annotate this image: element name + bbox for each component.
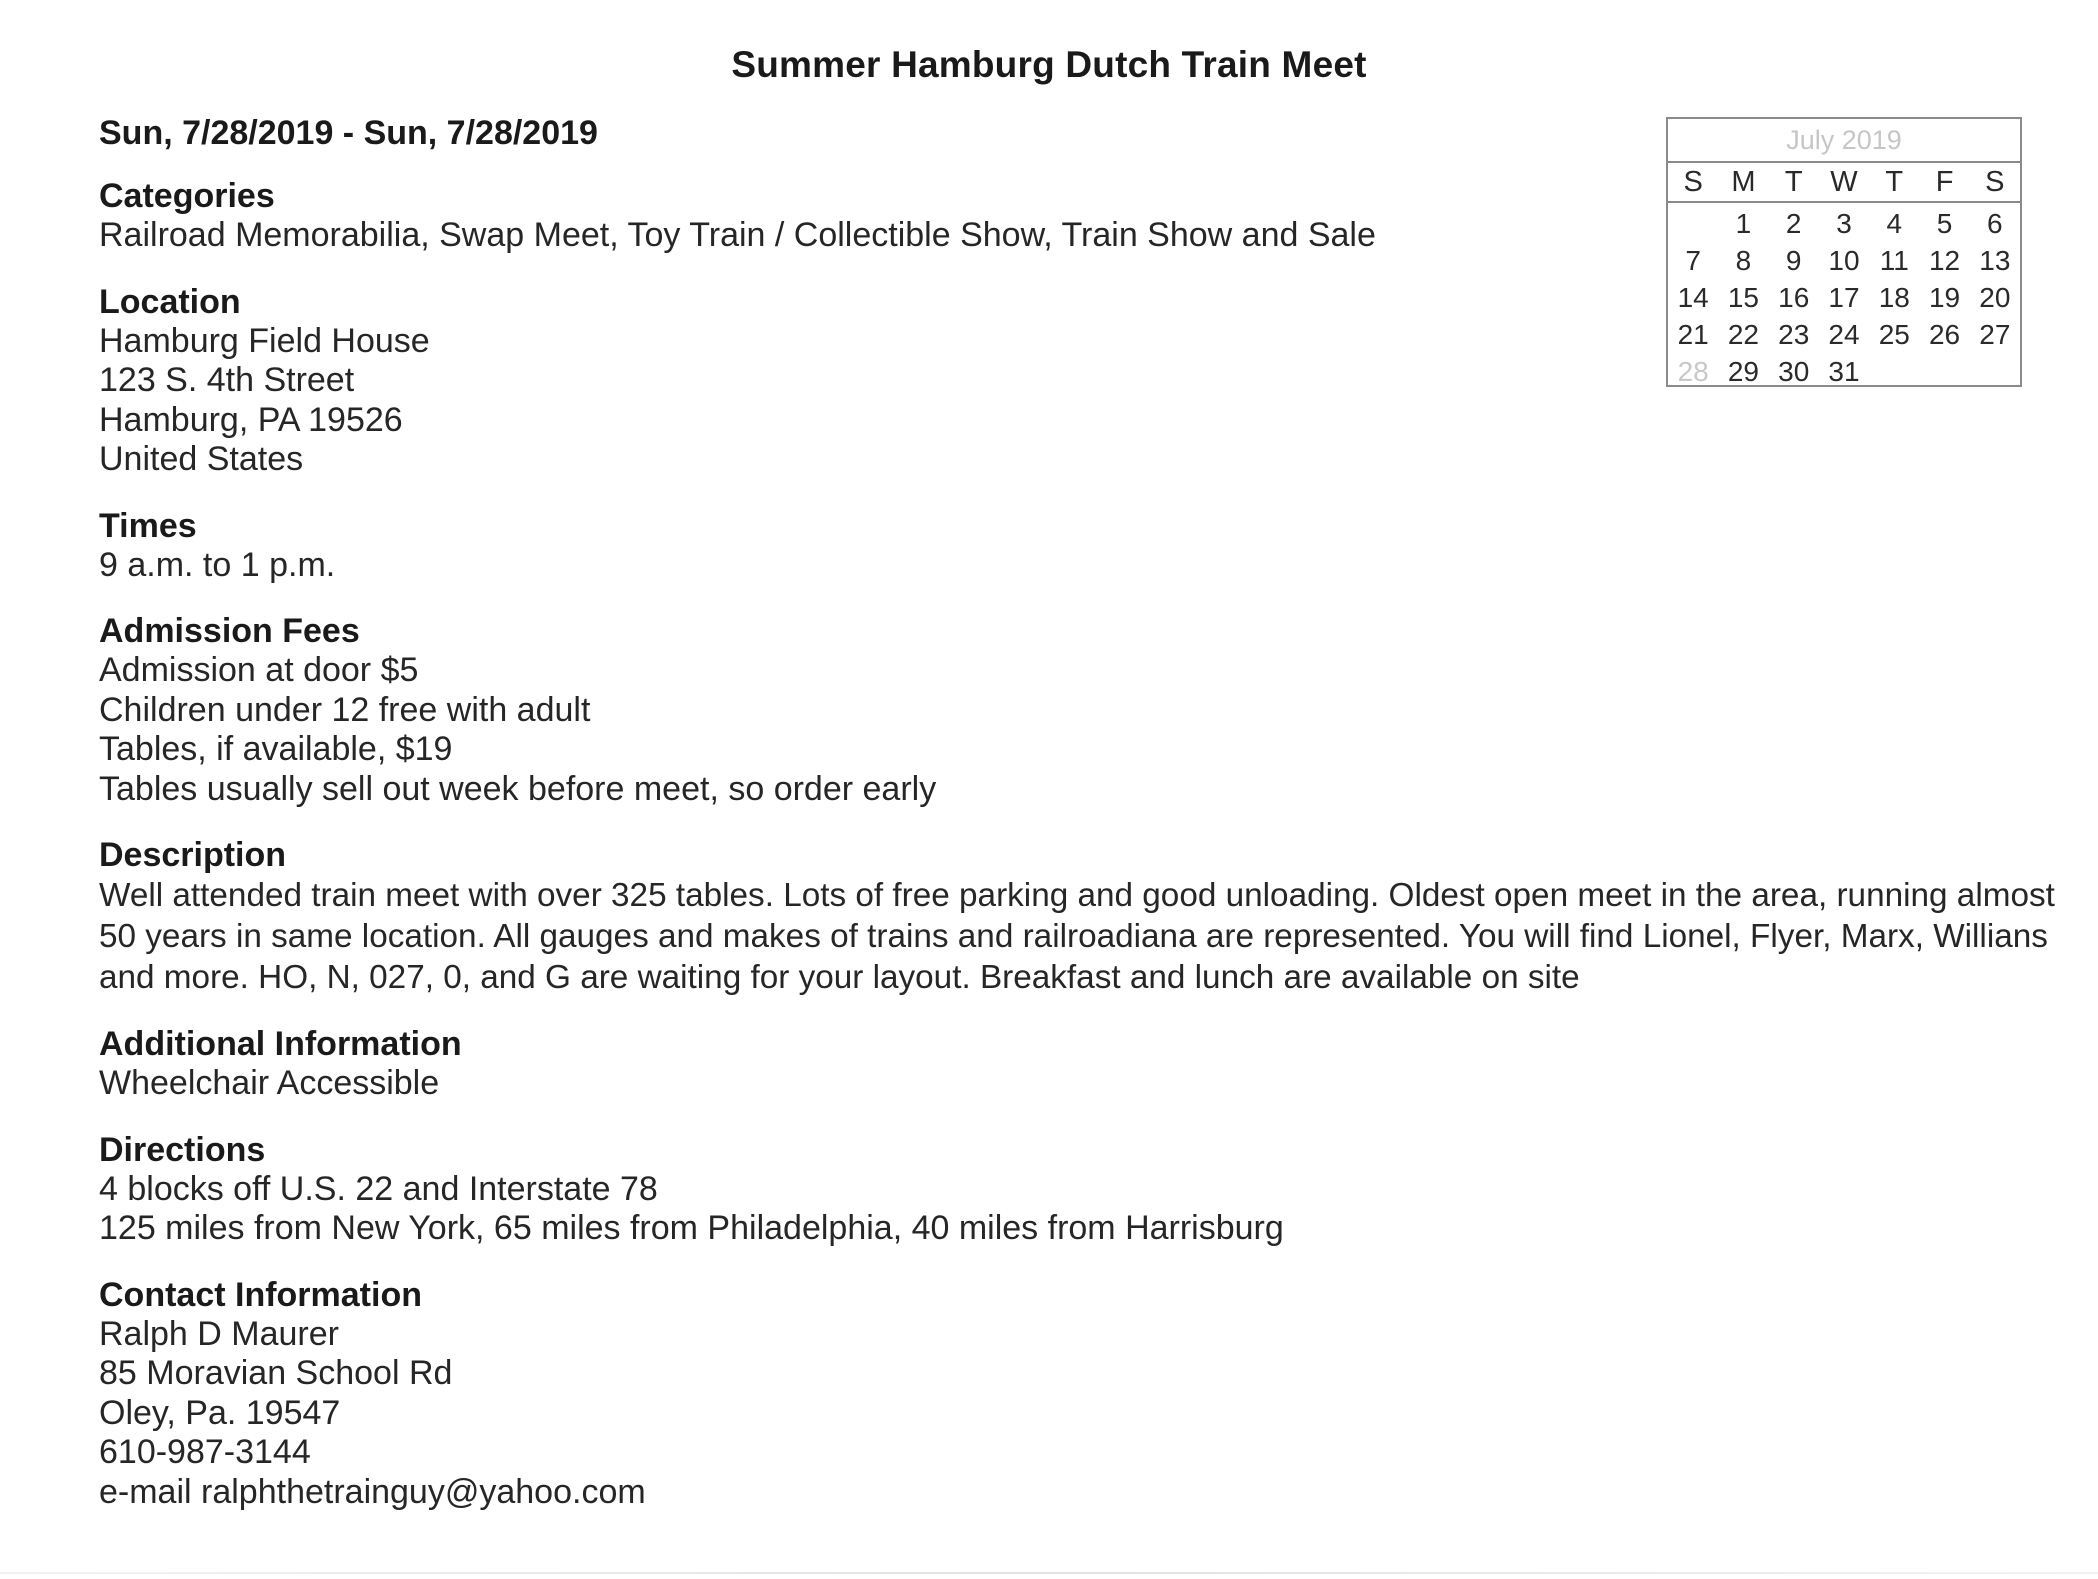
weekday-label: T	[1885, 166, 1904, 198]
contact-heading: Contact Information	[99, 1275, 422, 1314]
admission-section	[99, 611, 2059, 809]
weekday-label: S	[1985, 166, 2005, 198]
calendar-weekday-header	[1668, 163, 2020, 203]
directions-highway: 4 blocks off U.S. 22 and Interstate 78	[99, 1169, 658, 1208]
categories-text: Railroad Memorabilia, Swap Meet, Toy Train / Collectible Show, Train Show and Sale	[99, 216, 1376, 254]
contact-street: 85 Moravian School Rd	[99, 1354, 453, 1392]
categories-heading: Categories	[99, 177, 275, 215]
calendar-day[interactable]: 13	[1979, 245, 2011, 276]
calendar-day[interactable]: 9	[1785, 245, 1802, 276]
page-bottom-edge	[0, 1572, 2098, 1574]
calendar-day[interactable]: 8	[1735, 245, 1752, 276]
calendar-day[interactable]: 27	[1979, 319, 2011, 350]
description-heading: Description	[99, 836, 287, 874]
times-section	[99, 506, 2059, 586]
calendar-day[interactable]: 12	[1928, 245, 1961, 276]
calendar-empty-cell	[1970, 353, 2020, 390]
calendar-day[interactable]: 17	[1828, 282, 1860, 313]
admission-tables-note: Tables usually sell out week before meet, so order early	[99, 769, 937, 808]
calendar-day[interactable]: 22	[1727, 319, 1759, 350]
contact-phone: 610-987-3144	[99, 1433, 311, 1471]
page-title: Summer Hamburg Dutch Train Meet	[731, 44, 1367, 85]
calendar-day[interactable]: 15	[1727, 282, 1759, 313]
calendar-day[interactable]: 19	[1928, 282, 1961, 313]
description-text: Well attended train meet with over 325 tables. Lots of free parking and good unloading. Oldest open meet in the area, running almost 50 years in same location. All gauges and makes of trains and railroadiana are represented. You will find Lionel, Flyer, Marx, Willians and more. HO, N, 027, 0, and G are waiting for your layout. Breakfast and lunch are available on site	[99, 877, 2055, 996]
contact-section	[99, 1275, 2059, 1513]
calendar-day[interactable]: 24	[1828, 319, 1860, 350]
calendar-day[interactable]: 29	[1727, 356, 1759, 387]
admission-children: Children under 12 free with adult	[99, 690, 591, 729]
calendar-day[interactable]: 1	[1735, 208, 1752, 239]
calendar-day[interactable]: 18	[1878, 282, 1910, 313]
weekday-label: S	[1683, 166, 1703, 198]
admission-door-fee: Admission at door $5	[99, 651, 419, 689]
directions-heading: Directions	[99, 1130, 266, 1169]
weekday-label: T	[1784, 166, 1803, 198]
calendar-day[interactable]: 28	[1677, 356, 1709, 387]
calendar-day[interactable]: 14	[1677, 282, 1709, 313]
admission-tables-fee: Tables, if available, $19	[99, 730, 453, 768]
calendar-day[interactable]: 5	[1936, 208, 1953, 239]
calendar-day[interactable]: 4	[1886, 208, 1903, 239]
weekday-label: F	[1935, 166, 1954, 198]
times-heading: Times	[99, 506, 197, 545]
location-country: United States	[99, 440, 304, 478]
calendar-day[interactable]: 2	[1785, 208, 1802, 239]
additional-section	[99, 1024, 2059, 1104]
calendar-day[interactable]: 21	[1677, 319, 1709, 350]
calendar-day[interactable]: 23	[1778, 319, 1810, 350]
calendar-month-title: July 2019	[1668, 119, 2020, 163]
contact-city: Oley, Pa. 19547	[99, 1393, 341, 1432]
calendar-day[interactable]: 16	[1778, 282, 1810, 313]
location-street: 123 S. 4th Street	[99, 361, 355, 399]
additional-text: Wheelchair Accessible	[99, 1064, 440, 1102]
description-section	[99, 835, 2059, 998]
contact-name: Ralph D Maurer	[99, 1314, 339, 1353]
calendar-day[interactable]: 20	[1979, 282, 2011, 313]
contact-email: e-mail ralphthetrainguy@yahoo.com	[99, 1472, 646, 1511]
mini-calendar	[1666, 117, 2022, 387]
directions-distances: 125 miles from New York, 65 miles from Philadelphia, 40 miles from Harrisburg	[99, 1209, 1284, 1247]
location-venue: Hamburg Field House	[99, 321, 430, 360]
calendar-day[interactable]: 31	[1828, 356, 1860, 387]
calendar-day[interactable]: 7	[1685, 245, 1701, 276]
calendar-empty-cell	[1919, 353, 1969, 390]
calendar-day-grid	[1668, 203, 2020, 390]
calendar-day[interactable]: 30	[1778, 356, 1810, 387]
calendar-day[interactable]: 3	[1836, 208, 1852, 239]
calendar-day[interactable]: 25	[1878, 319, 1910, 350]
weekday-label: M	[1731, 166, 1756, 198]
event-date-range: Sun, 7/28/2019 - Sun, 7/28/2019	[99, 114, 598, 152]
calendar-empty-cell	[1869, 353, 1919, 390]
calendar-day[interactable]: 6	[1987, 208, 2003, 239]
weekday-label: W	[1830, 166, 1858, 198]
calendar-empty-cell	[1668, 205, 1718, 242]
calendar-day[interactable]: 11	[1879, 245, 1909, 276]
calendar-day[interactable]: 10	[1828, 245, 1860, 276]
directions-section	[99, 1130, 2059, 1249]
admission-heading: Admission Fees	[99, 612, 360, 650]
location-heading: Location	[99, 282, 241, 321]
times-text: 9 a.m. to 1 p.m.	[99, 545, 336, 584]
calendar-day[interactable]: 26	[1928, 319, 1961, 350]
location-city: Hamburg, PA 19526	[99, 400, 403, 439]
additional-heading: Additional Information	[99, 1025, 462, 1063]
